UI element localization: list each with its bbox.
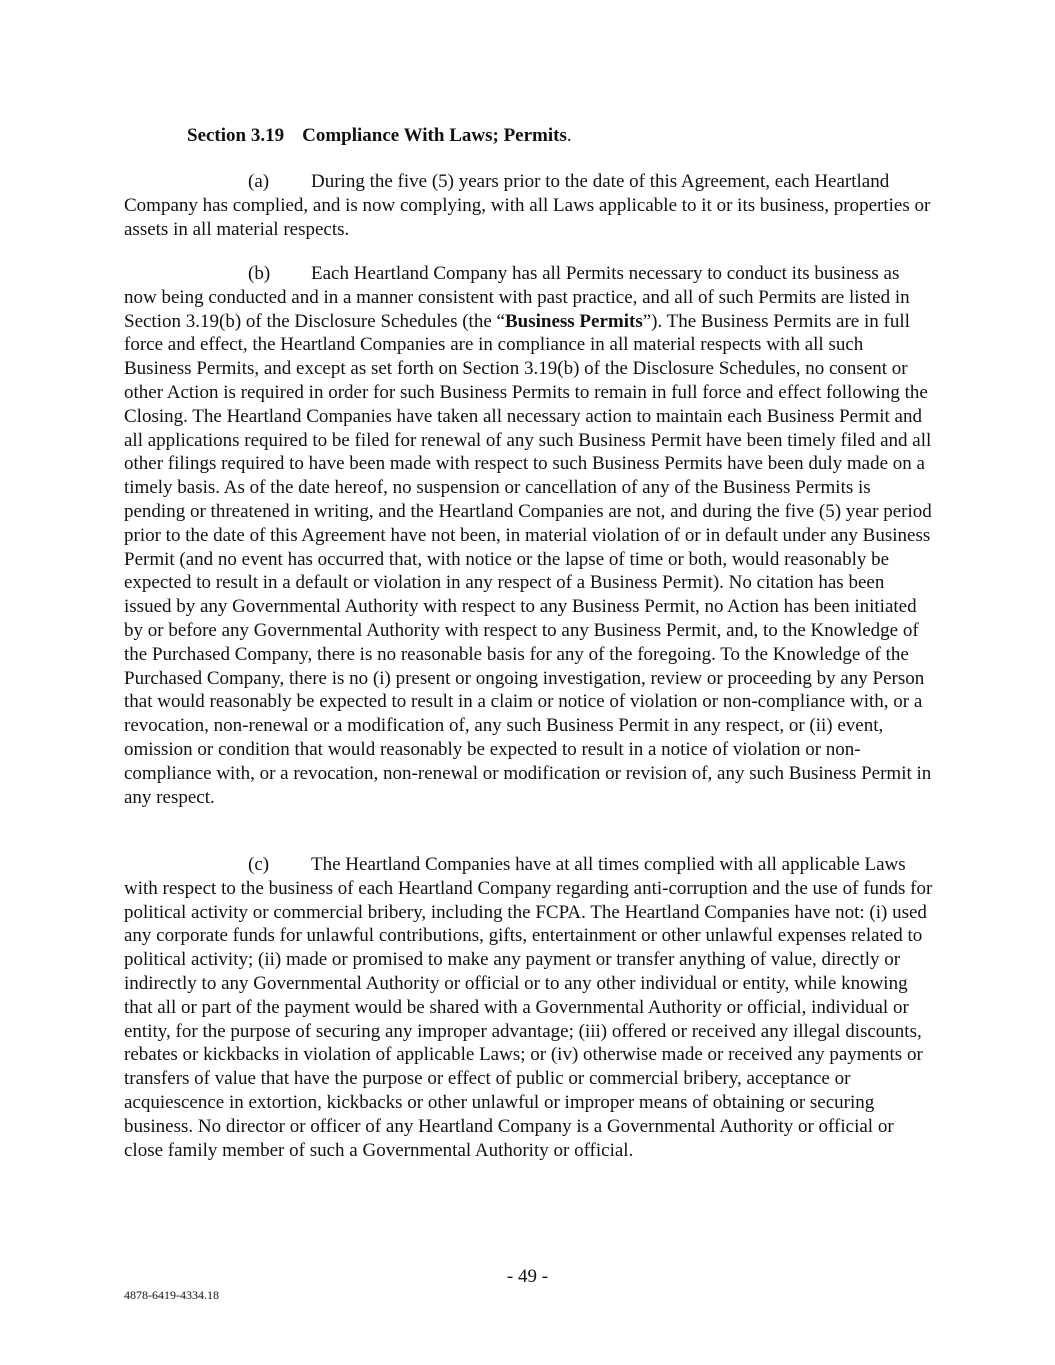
- paragraph-b: [124, 262, 934, 809]
- page-number: - 49 -: [506, 1266, 549, 1287]
- paragraph-b-label: (b): [248, 263, 271, 284]
- paragraph-a: [124, 170, 934, 241]
- section-heading: [187, 124, 572, 148]
- paragraph-b-text-after: ”). The Business Permits are in full force and effect, the Heartland Companies are in compliance in all material respects with all such Business Permits, and except as set forth on Section 3.19(b) of the Disclosure Schedules, no consent or other Action is required in order for such Business Permits to remain in full force and effect following the Closing. The Heartland Companies have taken all necessary action to maintain each Business Permit and all applications required to be filed for renewal of any such Business Permit have been timely filed and all other filings required to have been made with respect to such Business Permits have been duly made on a timely basis. As of the date hereof, no suspension or cancellation of any of the Business Permits is pending or threatened in writing, and the Heartland Companies are not, and during the five (5) year period prior to the date of this Agreement have not been, in material violation of or in default under any Business Permit (and no event has occurred that, with notice or the lapse of time or both, would reasonably be expected to result in a default or violation in any respect of a Business Permit). No citation has been issued by any Governmental Authority with respect to any Business Permit, no Action has been initiated by or before any Governmental Authority with respect to any Business Permit, and, to the Knowledge of the Purchased Company, there is no reasonable basis for any of the foregoing. To the Knowledge of the Purchased Company, there is no (i) present or ongoing investigation, review or proceeding by any Person that would reasonably be expected to result in a claim or notice of violation or non-compliance with, or a revocation, non-renewal or a modification of, any such Business Permit in any respect, or (ii) event, omission or condition that would reasonably be expected to result in a notice of violation or non-compliance with, or a revocation, non-renewal or modification or revision of, any such Business Permit in any respect.: [124, 310, 932, 808]
- paragraph-b-text-before: Each Heartland Company has all Permits necessary to conduct its business as now being conducted and in a manner consistent with past practice, and all of such Permits are listed in Section 3.19(b) of the Disclosure Schedules (the “: [124, 263, 910, 332]
- section-number: Section 3.19: [187, 125, 285, 146]
- paragraph-a-text: During the five (5) years prior to the date of this Agreement, each Heartland Company has complied, and is now complying, with all Laws applicable to it or its business, properties or assets in all material respects.: [124, 171, 931, 240]
- paragraph-c-text: The Heartland Companies have at all times complied with all applicable Laws with respect to the business of each Heartland Company regarding anti-corruption and the use of funds for political activity or commercial bribery, including the FCPA. The Heartland Companies have not: (i) used any corporate funds for unlawful contributions, gifts, entertainment or other unlawful expenses related to political activity; (ii) made or promised to make any payment or transfer anything of value, directly or indirectly to any Governmental Authority or official or to any other individual or entity, while knowing that all or part of the payment would be shared with a Governmental Authority or official, individual or entity, for the purpose of securing any improper advantage; (iii) offered or received any illegal discounts, rebates or kickbacks in violation of applicable Laws; or (iv) otherwise made or received any payments or transfers of value that have the purpose or effect of public or commercial bribery, acceptance or acquiescence in extortion, kickbacks or other unlawful or improper means of obtaining or securing business. No director or officer of any Heartland Company is a Governmental Authority or official or close family member of such a Governmental Authority or official.: [124, 854, 933, 1161]
- section-title-period: .: [566, 125, 572, 146]
- paragraph-c: [124, 853, 934, 1162]
- paragraph-c-label: (c): [248, 854, 270, 875]
- section-title: Compliance With Laws; Permits: [302, 125, 567, 146]
- document-id: 4878-6419-4334.18: [124, 1288, 219, 1302]
- defined-term-business-permits: Business Permits: [504, 310, 643, 332]
- paragraph-a-label: (a): [248, 171, 270, 192]
